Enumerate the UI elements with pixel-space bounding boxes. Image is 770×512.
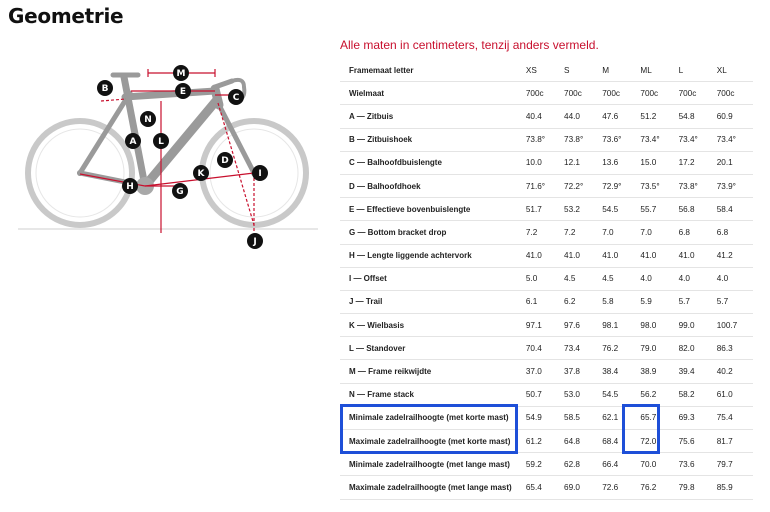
bike-geometry-diagram (18, 55, 318, 255)
cell-value: 73.4° (638, 128, 676, 151)
cell-value: 65.7 (638, 406, 676, 429)
cell-value: 37.0 (524, 360, 562, 383)
row-label: Maximale zadelrailhoogte (met korte mast) (340, 430, 524, 453)
cell-value: 76.2 (600, 337, 638, 360)
cell-value: 51.7 (524, 198, 562, 221)
cell-value: 54.8 (677, 105, 715, 128)
cell-value: 97.6 (562, 314, 600, 337)
cell-value: 75.4 (715, 406, 753, 429)
cell-value: 51.2 (638, 105, 676, 128)
cell-value: 73.6° (600, 128, 638, 151)
table-row (340, 453, 753, 476)
cell-value: 72.6 (600, 476, 638, 499)
cell-value: 64.8 (562, 430, 600, 453)
page-title: Geometrie (8, 4, 124, 28)
table-row (340, 82, 753, 105)
svg-text:H: H (126, 182, 134, 192)
cell-value: 79.8 (677, 476, 715, 499)
cell-value: 4.0 (638, 267, 676, 290)
cell-value: 71.6° (524, 174, 562, 197)
cell-value: 5.7 (715, 290, 753, 313)
cell-value: 7.0 (638, 221, 676, 244)
cell-value: 73.6 (677, 453, 715, 476)
cell-value: 41.0 (524, 244, 562, 267)
label-h (122, 178, 138, 194)
cell-value: 4.0 (677, 267, 715, 290)
cell-value: 73.4 (562, 337, 600, 360)
cell-value: 17.2 (677, 151, 715, 174)
table-row (340, 151, 753, 174)
cell-value: 7.0 (600, 221, 638, 244)
label-i (252, 165, 268, 181)
cell-value: 68.4 (600, 430, 638, 453)
cell-value: 5.0 (524, 267, 562, 290)
svg-text:A: A (129, 137, 137, 147)
cell-value: 98.1 (600, 314, 638, 337)
row-label: D — Balhoofdhoek (340, 174, 524, 197)
cell-value: 4.5 (562, 267, 600, 290)
row-label: Maximale zadelrailhoogte (met lange mast) (340, 476, 524, 499)
cell-value: 50.7 (524, 383, 562, 406)
cell-value: 6.1 (524, 290, 562, 313)
row-label: C — Balhoofdbuislengte (340, 151, 524, 174)
cell-value: 85.9 (715, 476, 753, 499)
cell-value: 73.8° (562, 128, 600, 151)
cell-value: 700c (524, 82, 562, 105)
cell-value: 99.0 (677, 314, 715, 337)
svg-text:D: D (221, 156, 229, 166)
row-label: Wielmaat (340, 82, 524, 105)
row-label: I — Offset (340, 267, 524, 290)
cell-value: 41.2 (715, 244, 753, 267)
cell-value: 4.5 (600, 267, 638, 290)
svg-text:M: M (176, 69, 186, 79)
cell-value: 6.8 (677, 221, 715, 244)
cell-value: 7.2 (524, 221, 562, 244)
cell-value: 82.0 (677, 337, 715, 360)
table-row (340, 383, 753, 406)
label-m (173, 65, 189, 81)
cell-value: 38.9 (638, 360, 676, 383)
svg-text:N: N (144, 115, 152, 125)
table-row (340, 267, 753, 290)
table-row (340, 244, 753, 267)
header-size: XL (715, 59, 753, 82)
svg-text:K: K (197, 169, 205, 179)
cell-value: 10.0 (524, 151, 562, 174)
cell-value: 56.8 (677, 198, 715, 221)
cell-value: 76.2 (638, 476, 676, 499)
label-k (193, 165, 209, 181)
cell-value: 54.5 (600, 198, 638, 221)
cell-value: 69.3 (677, 406, 715, 429)
table-row (340, 198, 753, 221)
cell-value: 7.2 (562, 221, 600, 244)
cell-value: 58.2 (677, 383, 715, 406)
cell-value: 65.4 (524, 476, 562, 499)
table-row (340, 221, 753, 244)
cell-value: 54.9 (524, 406, 562, 429)
cell-value: 54.5 (600, 383, 638, 406)
header-size: ML (638, 59, 676, 82)
cell-value: 5.7 (677, 290, 715, 313)
cell-value: 6.2 (562, 290, 600, 313)
cell-value: 70.0 (638, 453, 676, 476)
cell-value: 62.1 (600, 406, 638, 429)
header-label: Framemaat letter (340, 59, 524, 82)
label-e (175, 83, 191, 99)
cell-value: 55.7 (638, 198, 676, 221)
row-label: H — Lengte liggende achtervork (340, 244, 524, 267)
cell-value: 41.0 (677, 244, 715, 267)
cell-value: 40.2 (715, 360, 753, 383)
cell-value: 73.4° (715, 128, 753, 151)
cell-value: 5.8 (600, 290, 638, 313)
cell-value: 73.8° (677, 174, 715, 197)
row-label: E — Effectieve bovenbuislengte (340, 198, 524, 221)
svg-text:J: J (253, 237, 257, 247)
cell-value: 47.6 (600, 105, 638, 128)
cell-value: 700c (677, 82, 715, 105)
cell-value: 61.2 (524, 430, 562, 453)
row-label: Minimale zadelrailhoogte (met lange mast) (340, 453, 524, 476)
cell-value: 73.5° (638, 174, 676, 197)
table-row (340, 290, 753, 313)
row-label: M — Frame reikwijdte (340, 360, 524, 383)
cell-value: 79.7 (715, 453, 753, 476)
cell-value: 73.8° (524, 128, 562, 151)
header-size: S (562, 59, 600, 82)
label-d (217, 152, 233, 168)
svg-text:B: B (101, 84, 109, 94)
cell-value: 700c (715, 82, 753, 105)
cell-value: 41.0 (562, 244, 600, 267)
cell-value: 58.4 (715, 198, 753, 221)
cell-value: 53.2 (562, 198, 600, 221)
cell-value: 81.7 (715, 430, 753, 453)
cell-value: 61.0 (715, 383, 753, 406)
cell-value: 70.4 (524, 337, 562, 360)
table-row (340, 337, 753, 360)
highlight-box-ml-column (622, 404, 660, 454)
cell-value: 13.6 (600, 151, 638, 174)
cell-value: 79.0 (638, 337, 676, 360)
row-label: G — Bottom bracket drop (340, 221, 524, 244)
cell-value: 20.1 (715, 151, 753, 174)
units-note: Alle maten in centimeters, tenzij anders vermeld. (340, 38, 599, 52)
row-label: Minimale zadelrailhoogte (met korte mast) (340, 406, 524, 429)
cell-value: 53.0 (562, 383, 600, 406)
cell-value: 75.6 (677, 430, 715, 453)
cell-value: 37.8 (562, 360, 600, 383)
row-label: L — Standover (340, 337, 524, 360)
cell-value: 44.0 (562, 105, 600, 128)
cell-value: 100.7 (715, 314, 753, 337)
label-b (97, 80, 113, 96)
label-l (153, 133, 169, 149)
row-label: N — Frame stack (340, 383, 524, 406)
cell-value: 69.0 (562, 476, 600, 499)
svg-text:L: L (158, 137, 164, 147)
svg-text:I: I (258, 169, 262, 179)
svg-text:E: E (179, 87, 187, 97)
cell-value: 72.2° (562, 174, 600, 197)
cell-value: 59.2 (524, 453, 562, 476)
cell-value: 38.4 (600, 360, 638, 383)
highlight-box-short-mast-rows (340, 404, 518, 454)
cell-value: 700c (600, 82, 638, 105)
cell-value: 73.9° (715, 174, 753, 197)
cell-value: 98.0 (638, 314, 676, 337)
label-n (140, 111, 156, 127)
cell-value: 12.1 (562, 151, 600, 174)
header-size: L (677, 59, 715, 82)
cell-value: 4.0 (715, 267, 753, 290)
table-row (340, 174, 753, 197)
table-row (340, 360, 753, 383)
table-row (340, 476, 753, 499)
cell-value: 5.9 (638, 290, 676, 313)
label-c (228, 89, 244, 105)
svg-text:C: C (232, 93, 240, 103)
table-row (340, 105, 753, 128)
cell-value: 66.4 (600, 453, 638, 476)
cell-value: 58.5 (562, 406, 600, 429)
label-g (172, 183, 188, 199)
cell-value: 60.9 (715, 105, 753, 128)
cell-value: 86.3 (715, 337, 753, 360)
cell-value: 15.0 (638, 151, 676, 174)
row-label: K — Wielbasis (340, 314, 524, 337)
row-label: B — Zitbuishoek (340, 128, 524, 151)
table-row (340, 314, 753, 337)
svg-text:G: G (176, 187, 184, 197)
table-header-row (340, 59, 753, 82)
label-j (247, 233, 263, 249)
cell-value: 41.0 (638, 244, 676, 267)
cell-value: 700c (638, 82, 676, 105)
row-label: A — Zitbuis (340, 105, 524, 128)
label-a (125, 133, 141, 149)
cell-value: 40.4 (524, 105, 562, 128)
table-row (340, 128, 753, 151)
cell-value: 73.4° (677, 128, 715, 151)
cell-value: 62.8 (562, 453, 600, 476)
header-size: M (600, 59, 638, 82)
cell-value: 6.8 (715, 221, 753, 244)
cell-value: 39.4 (677, 360, 715, 383)
cell-value: 72.0 (638, 430, 676, 453)
cell-value: 97.1 (524, 314, 562, 337)
header-size: XS (524, 59, 562, 82)
cell-value: 56.2 (638, 383, 676, 406)
cell-value: 700c (562, 82, 600, 105)
row-label: J — Trail (340, 290, 524, 313)
cell-value: 72.9° (600, 174, 638, 197)
cell-value: 41.0 (600, 244, 638, 267)
